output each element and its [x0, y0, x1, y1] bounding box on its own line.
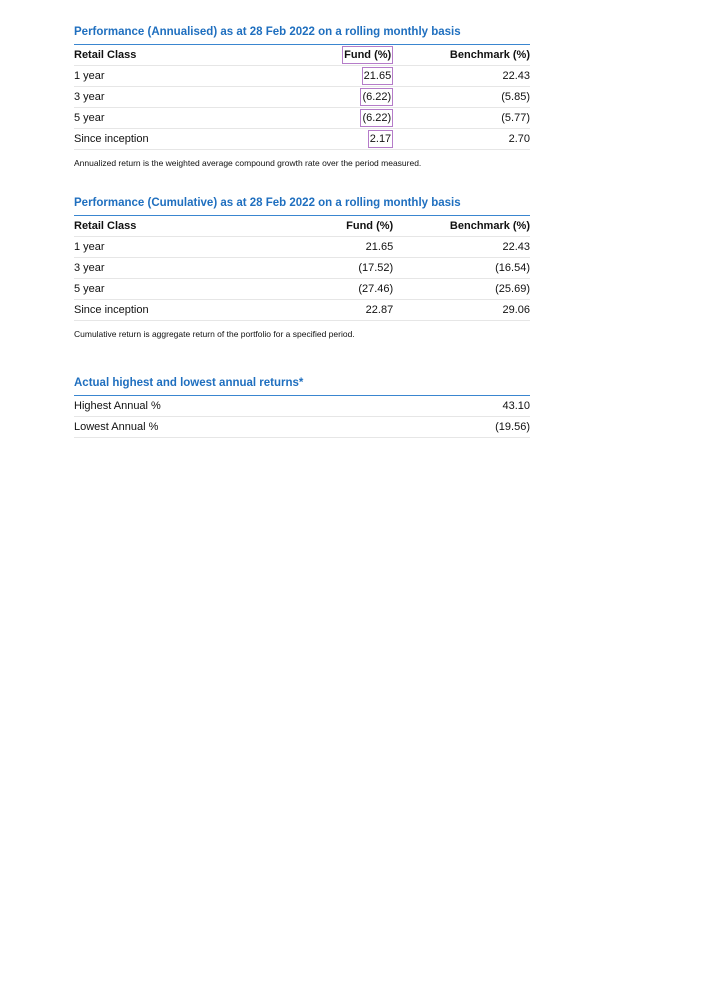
- annualised-title: Performance (Annualised) as at 28 Feb 2022 on a rolling monthly basis: [74, 24, 530, 45]
- table-row: [74, 237, 530, 258]
- row-label: Since inception: [74, 300, 325, 321]
- header-retail-class: Retail Class: [74, 216, 325, 237]
- row-value: 43.10: [399, 396, 530, 417]
- table-row: [74, 417, 530, 438]
- fund-value-highlight: (6.22): [360, 88, 393, 106]
- table-row: [74, 396, 530, 417]
- table-header-row: [74, 216, 530, 237]
- row-fund: 21.65: [325, 237, 393, 258]
- row-benchmark: 2.70: [393, 129, 530, 150]
- row-fund: 22.87: [325, 300, 393, 321]
- fund-value-highlight: (6.22): [360, 109, 393, 127]
- row-fund: [325, 129, 393, 150]
- header-fund: [325, 45, 393, 66]
- row-benchmark: (16.54): [393, 258, 530, 279]
- row-benchmark: 29.06: [393, 300, 530, 321]
- row-fund: (17.52): [325, 258, 393, 279]
- table-row: [74, 66, 530, 87]
- row-label: 5 year: [74, 279, 325, 300]
- row-fund: (27.46): [325, 279, 393, 300]
- row-benchmark: (5.85): [393, 87, 530, 108]
- row-value: (19.56): [399, 417, 530, 438]
- table-row: [74, 258, 530, 279]
- row-benchmark: 22.43: [393, 66, 530, 87]
- table-header-row: [74, 45, 530, 66]
- row-benchmark: 22.43: [393, 237, 530, 258]
- row-label: 5 year: [74, 108, 325, 129]
- header-fund: Fund (%): [325, 216, 393, 237]
- header-benchmark: Benchmark (%): [393, 216, 530, 237]
- row-benchmark: (25.69): [393, 279, 530, 300]
- row-label: Since inception: [74, 129, 325, 150]
- row-label: 1 year: [74, 237, 325, 258]
- cumulative-table: [74, 216, 530, 321]
- annualised-note: Annualized return is the weighted average compound growth rate over the period measured.: [74, 158, 422, 168]
- row-label: 1 year: [74, 66, 325, 87]
- table-row: [74, 129, 530, 150]
- fund-value-highlight: 2.17: [368, 130, 393, 148]
- cumulative-section: [74, 195, 530, 341]
- row-label: 3 year: [74, 87, 325, 108]
- annualised-section: [74, 24, 530, 170]
- row-fund: [325, 108, 393, 129]
- fund-value-highlight: 21.65: [362, 67, 394, 85]
- row-benchmark: (5.77): [393, 108, 530, 129]
- table-row: [74, 87, 530, 108]
- header-benchmark: Benchmark (%): [393, 45, 530, 66]
- row-fund: [325, 66, 393, 87]
- extremes-section: [74, 375, 530, 438]
- row-label: 3 year: [74, 258, 325, 279]
- extremes-table: [74, 396, 530, 438]
- cumulative-title: Performance (Cumulative) as at 28 Feb 2022 on a rolling monthly basis: [74, 195, 530, 216]
- table-row: [74, 108, 530, 129]
- table-row: [74, 300, 530, 321]
- row-fund: [325, 87, 393, 108]
- row-label: Highest Annual %: [74, 396, 399, 417]
- table-row: [74, 279, 530, 300]
- extremes-title: Actual highest and lowest annual returns*: [74, 375, 530, 396]
- header-retail-class: Retail Class: [74, 45, 325, 66]
- cumulative-note: Cumulative return is aggregate return of the portfolio for a specified period.: [74, 329, 355, 339]
- row-label: Lowest Annual %: [74, 417, 399, 438]
- annualised-table: [74, 45, 530, 150]
- fund-header-highlight: Fund (%): [342, 46, 393, 64]
